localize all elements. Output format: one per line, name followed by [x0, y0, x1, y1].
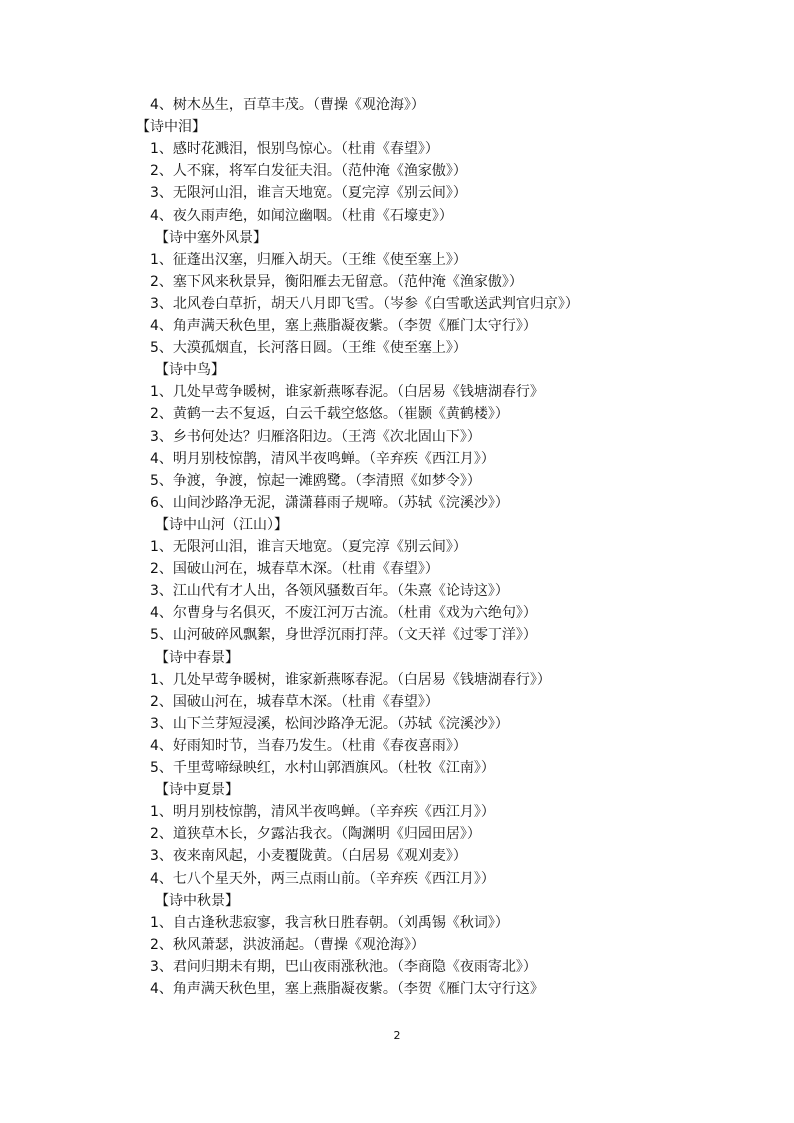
poem-line: 2、国破山河在，城春草木深。（杜甫《春望》）	[150, 693, 439, 710]
poem-line: 2、塞下风来秋景异，衡阳雁去无留意。（范仲淹《渔家傲》）	[150, 273, 523, 290]
poem-line: 1、明月别枝惊鹊，清风半夜鸣蝉。（辛弃疾《西江月》）	[150, 804, 495, 821]
poem-line: 3、北风卷白草折，胡天八月即飞雪。（岑参《白雪歌送武判官归京》）	[150, 295, 579, 312]
section-heading: 【诗中山河（江山）】	[155, 516, 288, 533]
poem-line: 2、国破山河在，城春草木深。（杜甫《春望》）	[150, 561, 439, 578]
poem-line: 5、千里莺啼绿映红，水村山郭酒旗风。（杜牧《江南》）	[150, 760, 495, 776]
section-heading: 【诗中秋景】	[155, 892, 239, 909]
section-heading: 【诗中夏景】	[155, 782, 239, 799]
poem-line: 3、山下兰芽短浸溪，松间沙路净无泥。（苏轼《浣溪沙》）	[150, 715, 509, 732]
poem-line: 1、无限河山泪，谁言天地宽。（夏完淳《别云间》）	[150, 539, 467, 555]
poem-line: 5、山河破碎风飘絮，身世浮沉雨打萍。（文天祥《过零丁洋》）	[150, 627, 537, 644]
poem-line: 4、夜久雨声绝，如闻泣幽咽。（杜甫《石壕吏》）	[150, 207, 453, 224]
poem-line: 5、争渡，争渡，惊起一滩鸥鹭。（李清照《如梦令》）	[150, 472, 481, 489]
poem-line: 4、明月别枝惊鹊，清风半夜鸣蝉。（辛弃疾《西江月》）	[150, 450, 495, 467]
poem-line: 4、好雨知时节，当春乃发生。（杜甫《春夜喜雨》）	[150, 737, 467, 754]
section-heading: 【诗中鸟】	[155, 362, 225, 379]
poem-line: 3、君问归期未有期，巴山夜雨涨秋池。（李商隐《夜雨寄北》）	[150, 958, 537, 975]
poem-line: 1、几处早莺争暖树，谁家新燕啄春泥。（白居易《钱塘湖春行》）	[150, 671, 551, 688]
poem-line: 2、秋风萧瑟，洪波涌起。（曹操《观沧海》）	[150, 936, 425, 953]
poem-line: 2、黄鹤一去不复返，白云千载空悠悠。（崔颢《黄鹤楼》）	[150, 406, 509, 423]
poem-line: 1、感时花溅泪，恨别鸟惊心。（杜甫《春望》）	[150, 141, 439, 158]
poem-line: 2、人不寐，将军白发征夫泪。（范仲淹《渔家傲》）	[150, 163, 467, 180]
poem-line: 4、角声满天秋色里，塞上燕脂凝夜紫。（李贺《雁门太守行这》	[150, 981, 544, 997]
poem-line: 3、江山代有才人出，各领风骚数百年。（朱熹《论诗这》）	[150, 583, 509, 600]
poem-line: 3、无限河山泪，谁言天地宽。（夏完淳《别云间》）	[150, 185, 467, 202]
poem-line: 6、山间沙路净无泥，潇潇暮雨子规啼。（苏轼《浣溪沙》）	[150, 494, 509, 511]
poem-line: 3、夜来南风起，小麦覆陇黄。（白居易《观刈麦》）	[150, 848, 467, 865]
poem-line: 4、尔曹身与名俱灭，不废江河万古流。（杜甫《戏为六绝句》）	[150, 605, 537, 622]
poem-line: 1、自古逢秋悲寂寥，我言秋日胜春朝。（刘禹锡《秋词》）	[150, 914, 509, 931]
section-heading: 【诗中泪】	[136, 119, 206, 136]
poem-line: 4、七八个星天外，两三点雨山前。（辛弃疾《西江月》）	[150, 870, 495, 887]
poem-line: 4、角声满天秋色里，塞上燕脂凝夜紫。（李贺《雁门太守行》）	[150, 318, 537, 334]
poem-line: 4、树木丛生，百草丰茂。（曹操《观沧海》）	[150, 97, 425, 113]
poem-line: 1、几处早莺争暖树，谁家新燕啄春泥。（白居易《钱塘湖春行》	[150, 384, 544, 401]
poem-line: 3、乡书何处达？归雁洛阳边。（王湾《次北固山下》）	[150, 428, 481, 445]
section-heading: 【诗中春景】	[155, 649, 239, 666]
section-heading: 【诗中塞外风景】	[155, 229, 267, 246]
page-number: 2	[393, 1029, 401, 1042]
poem-line: 2、道狭草木长，夕露沾我衣。（陶渊明《归园田居》）	[150, 826, 481, 843]
poem-line: 5、大漠孤烟直，长河落日圆。（王维《使至塞上》）	[150, 340, 467, 357]
poem-line: 1、征蓬出汉塞，归雁入胡天。（王维《使至塞上》）	[150, 251, 467, 268]
